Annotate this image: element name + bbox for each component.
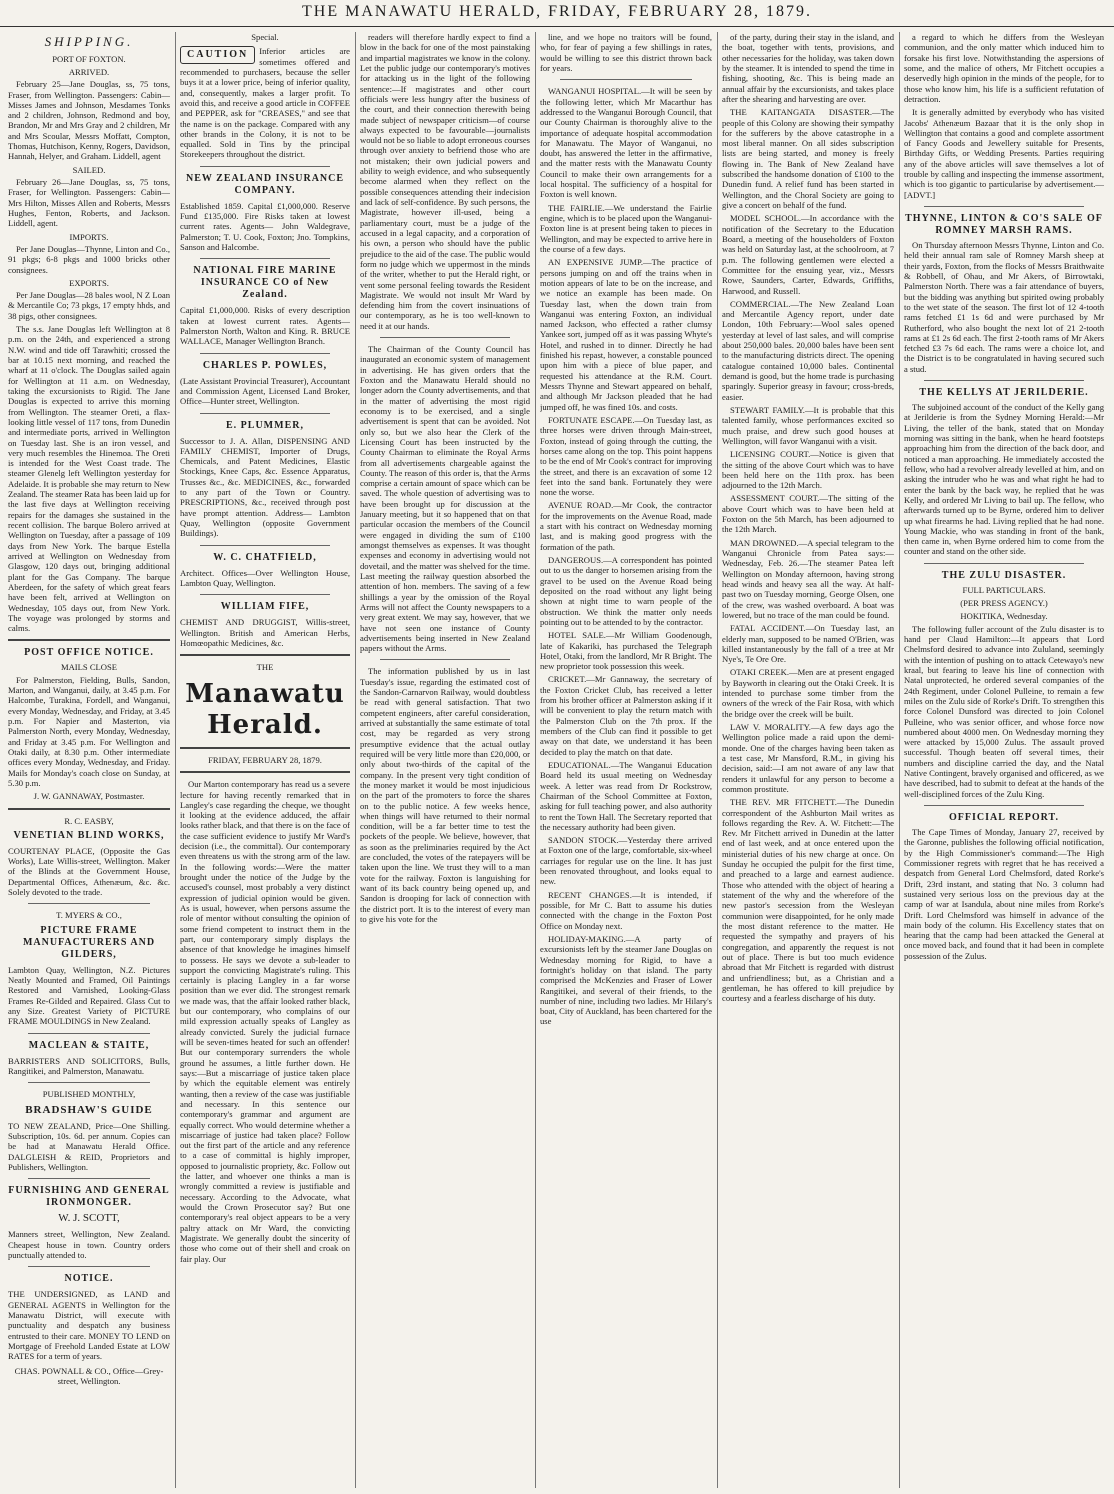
bradshaw-ad: TO NEW ZEALAND, Price—One Shilling. Subscription, 10s. 6d. per annum. Copies can be had at Manawatu Herald Office. DALGLEISH & REID, Proprietors and Publishers, Wellington. xyxy=(8,1120,170,1172)
paper-nameplate: Manawatu Herald. xyxy=(185,678,345,740)
zulu-subheading: FULL PARTICULARS. xyxy=(962,584,1046,595)
divider xyxy=(28,1178,150,1179)
model-school-item: MODEL SCHOOL.—In accordance with the notification of the Secretary to the Education Board, a meeting of the householders of Foxton was held on Saturday last, at the schoolroom, at 7 p.m. The following gentlemen were elected a Committee for the ensuing year, viz., Messrs Rowe, Saunders, Carter, Edwards, Griffiths, Harwood, and Russell. xyxy=(722,213,894,296)
notice-heading: NOTICE. xyxy=(64,1273,114,1285)
caution-label: CAUTION xyxy=(180,46,255,64)
divider xyxy=(180,771,350,773)
divider xyxy=(200,413,330,414)
divider xyxy=(28,1266,150,1267)
divider xyxy=(380,659,510,660)
paper-date: FRIDAY, FEBRUARY 28, 1879. xyxy=(208,754,322,765)
easby-ad: COURTENAY PLACE, (Opposite the Gas Works), Late Willis-street, Wellington. Maker of the Blinds at the Government House, Departmental Offices, Athenæum, &c. &c. Solely devoted to the trade. xyxy=(8,845,170,898)
holiday-item: HOLIDAY-MAKING.—A party of excursionists left by the steamer Jane Douglas on Wednesday morning for Rigid, to have a fortnight's holiday on that island. The party comprised the McKenzies and Fraser of Lower Rangitikei, and several of their friends, to the number of nine, including two ladies. Mr Hilary's boat, City of Auckland, has been chartered for the use xyxy=(540,933,712,1027)
easby-name: R. C. EASBY, xyxy=(64,815,114,826)
column-rule xyxy=(175,32,176,1488)
zulu-dateline: HOKITIKA, Wednesday. xyxy=(960,611,1048,622)
scott-name: W. J. SCOTT, xyxy=(58,1212,120,1225)
holiday-continued: of the party, during their stay in the island, and the boat, together with tents, provisions, and other necessaries for the holiday, was taken down by the steamer. It is intended to spend the time in fishing, shooting, &c. This is being made an annual affair by the excursionists, and takes place after the shearing and harvesting are over. xyxy=(722,32,894,104)
paper-the: THE xyxy=(256,662,274,673)
mails-text: For Palmerston, Fielding, Bulls, Sandon, Marton, and Wanganui, daily, at 3.45 p.m. For Halcombe, Turakina, Fordell, and Wanganui, every Monday, Wednesday, and Friday, at 3.45 p.m. For Napier and Masterton, via Palmerston North, every Monday, Wednesday, and Friday at 3.45 p.m. For Wellington and Otaki daily, at 8.30 p.m. Other intermediate offices every Monday, Wednesday, and Friday. Mails for Monday's coach close on Sunday, at 5.30 p.m. xyxy=(8,674,170,788)
column-rule xyxy=(535,32,536,1488)
plummer-heading: E. PLUMMER, xyxy=(226,419,304,431)
divider xyxy=(28,1033,150,1034)
notice-text: THE UNDERSIGNED, as LAND and GENERAL AGENTS in Wellington for the Manawatu District, will execute with punctuality and despatch any business entrusted to their care. MONEY TO LEND on Mortgage of Freehold Landed Estate at LOW RATES for a term of years. xyxy=(8,1289,170,1362)
divider xyxy=(8,639,170,641)
hospital-item: WANGANUI HOSPITAL.—It will be seen by the following letter, which Mr Macarthur has addressed to the Wanganui Borough Council, that our County Chairman is thoroughly alive to the importance of adequate hospital accommodation for Manawatu. The Mayor of Wanganui, no doubt, has answered the letter in the affirmative, and the matter rests with the Manawatu County Council to make their own arrangements for a local hospital. The sufficiency of a hospital for Foxton is well known. xyxy=(540,86,712,200)
divider xyxy=(200,353,330,354)
exports-text: Per Jane Douglas—28 bales wool, N Z Loan & Mercantile Co; 73 pkgs, 17 empty hhds, and 38 pigs, other consignees. xyxy=(8,290,170,321)
advertising-article: The Chairman of the County Council has inaugurated an economic system of management in advertising. He has given orders that the Foxton and the Manawatu Herald should no longer adorn the County advertisements, and that in the matter of advertising the most rigid economy is to be exercised, and a single advertisement is spent that can be avoided. Not only so, but we also hear the Clerk of the Licensing Court has been instructed by the County Chairman to eliminate the Royal Arms from all advertisements chargeable against the County. The reason of this order is, that the Arms comprise a certain amount of space which can be saved. The whole question of advertising was to have been brought up for discussion at the January meeting, but it so happened that on that particular occasion the members of the Council were engaged in dividing the sum of £100 amongst themselves as expenses. It was thought expenses and economy in advertising would not dovetail, and the matter was shelved for the time. Last meeting the railway question absorbed the attention of hon. members. The saving of a few shillings a year by the omission of the Royal Arms will not affect the County newspapers to a very great extent. We may say, however, that we have not seen one instance of County advertisements being inserted in New Zealand papers without the Arms. xyxy=(360,344,530,654)
divider xyxy=(28,1082,150,1083)
column-1 xyxy=(8,32,170,1488)
nz-insurance-ad: Established 1859. Capital £1,000,000. Reserve Fund £135,000. Fire Risks taken at lowest current rates. Agents— John Waldegrave, Palmerston; T. U. Cook, Foxton; Jno. Tompkins, Sanson and Halcombe. xyxy=(180,200,350,252)
national-insurance-ad: Capital £1,000,000. Risks of every description taken at lowest current rates. Agents— Palmerston North, Walton and King. R. BRUCE WALLACE, Manager Wellington Branch. xyxy=(180,305,350,347)
arrived-heading: ARRIVED. xyxy=(68,66,110,77)
official-report-text: The Cape Times of Monday, January 27, received by the Garonne, publishes the following official notification, by the High Commissioner's command:—The High Commissioner regrets with regret that he has received a despatch from General Lord Chelmsford, dated Rorke's Drift, 23rd instant, and stating that No. 3 column had sustained very serious loss on the previous day at the camp of war at Isandula, about nine miles from Rorke's Drift. Lord Chelmsford was himself in advance of the main body of the column. His Excellency states that on hearing that the camp had been attacked the General at once moved back, and found that it had been in complete possession of the Zulus. xyxy=(904,827,1104,961)
law-item: LAW V. MORALITY.—A few days ago the Wellington police made a raid upon the demi-monde. One of the charges having been taken as a test case, Mr Mansford, R.M., in giving his decision, said:—I am not aware of any law that renders it unlawful for any person to become a common prostitute. xyxy=(722,722,894,794)
zulu-heading: THE ZULU DISASTER. xyxy=(941,569,1067,581)
bazaar-ad: It is generally admitted by everybody who has visited Jacobs' Athenæum Bazaar that it is the only shop in Wellington that contains a good and complete assortment of Fancy Goods and Jewellery suitable for Presents, Birthday Gifts, or Wedding Presents. Parties requiring any of the above articles will save themselves a lot of trouble by calling and inspecting the immense assortment, which is too gigantic to particularise by advertisement.—[ADVT.] xyxy=(904,107,1104,200)
zulu-text: The following fuller account of the Zulu disaster is to hand per Claud Hamilton:—It appears that Lord Chelmsford desired to advance into Zululand, seemingly with the intention of pushing on to attack Cetewayo's new kraal, but fearing to leave his line of connection with Natal unprotected, he ordered several companies of the 24th Regiment, under Colonel Pulleine, to remain a few miles on the Zulu side of Rorke's Drift. To strengthen this force Colonel Dunsford was directed to join Colonel Pulleine, who was senior officer, and whose force now numbered about 4000 men. On Wednesday morning they were attacked by 15,000 Zulus. The assault proved successful. Though beaten off several times, their numbers and discipline carried the day, and the Natal Native Contingent, bravely organised and officered, as we have described, had to submit to defeat at the hands of the well-disciplined forces of the Zulu King. xyxy=(904,623,1104,799)
assessment-item: ASSESSMENT COURT.—The sitting of the above Court which was to have been held at Foxton on the 5th March, has been adjourned to the 12th March. xyxy=(722,493,894,535)
fife-ad: CHEMIST AND DRUGGIST, Willis-street, Wellington. British and American Herbs, Homœopathic Medicines, &c. xyxy=(180,617,350,648)
post-office-heading: POST OFFICE NOTICE. xyxy=(24,647,154,659)
sailed-text: February 26—Jane Douglas, ss, 75 tons, Fraser, for Wellington. Passengers: Cabin—Mrs Hilton, Misses Allen and Roberts, Messrs Hughes, Fenton, Roberts, and Jackson. Liddell, agent. xyxy=(8,177,170,229)
column-6 xyxy=(904,32,1104,1488)
divider xyxy=(200,166,330,167)
divider xyxy=(560,79,692,80)
kaitangata-item: THE KAITANGATA DISASTER.—The people of this Colony are showing their sympathy for the sufferers by the above catastrophe in a most liberal manner. On all sides subscription lists are being started, and money is freely flowing in. The Bank of New Zealand have subscribed the handsome donation of £100 to the Dunedin fund. A relief fund has been started in Wellington, and the Choral Society are going to give a concert on behalf of the fund. xyxy=(722,107,894,210)
column-4 xyxy=(540,32,712,1488)
divider xyxy=(924,206,1084,207)
educational-item: EDUCATIONAL.—The Wanganui Education Board held its usual meeting on Wednesday week. A letter was read from Dr Rockstrow, Chairman of the School Committee at Foxton, asking for full teaching power, and also authority to rent the Town Hall. The Secretary reported that the necessary authority had been given. xyxy=(540,759,712,832)
bradshaw-heading: BRADSHAW'S GUIDE xyxy=(25,1103,153,1116)
otaki-item: OTAKI CREEK.—Men are at present engaged by Bayworth in clearing out the Otaki Creek. It is intended to purchase some timber from the owners of the wreck of the Fair Rosa, with which the bridge over the creek will be built. xyxy=(722,667,894,719)
cricket-item: CRICKET.—Mr Gannaway, the secretary of the Foxton Cricket Club, has received a letter from his brother officer at Palmerston asking if it will be convenient to play the return match with the Palmerston Club on the 7th prox. If the members of the Club can find it possible to get away on that date, we understand it has been decided to play the match on that date. xyxy=(540,674,712,757)
special-heading: Special. xyxy=(251,32,279,42)
powles-ad: (Late Assistant Provincial Treasurer), Accountant and Commission Agent, Licensed Land Broker, Office—Hunter street, Wellington. xyxy=(180,375,350,407)
powles-heading: CHARLES P. POWLES, xyxy=(202,359,328,371)
fitchett-item: THE REV. MR FITCHETT.—The Dunedin correspondent of the Ashburton Mail writes as follows regarding the Rev. A. W. Fitchett:—The Rev. Mr Fitchett arrived in Dunedin at the latter end of last week, and at once entered upon the ministerial duties of his new charge at once. On Sunday he occupied the pulpit for the first time, and preached to a large and earnest audience. Those who attended with the object of hearing a statement of the why and the wherefore of the new pastor's secession from the Wesleyan communion were disappointed, for he only made the most distant reference to the matter. He requested the sympathy and prayers of his congregation, and apparently the request is not out of place. There is but too much evidence abroad that Mr Fitchett is regarded with distrust and unfriendliness; but, as a Christian and a gentleman, he has offered to kill prejudice by courtesy and a fearless discharge of his duty. xyxy=(722,797,894,1004)
fairlie-item: THE FAIRLIE.—We understand the Fairlie engine, which is to be placed upon the Wanganui-Foxton line is at present being taken to pieces in Wellington, and may be expected to arrive here in the course of a few days. xyxy=(540,202,712,254)
port-heading: PORT OF FOXTON. xyxy=(52,53,126,64)
drowned-item: MAN DROWNED.—A special telegram to the Wanganui Chronicle from Patea says:—Wednesday, Feb. 26.—The steamer Patea left Wellington on Monday afternoon, having strong head winds and heavy sea all the way. At half-past two on Tuesday morning, George Olsen, one of the crew, was washed overboard. A boat was lowered, but no trace of the man could be found. xyxy=(722,537,894,620)
fatal-item: FATAL ACCIDENT.—On Tuesday last, an elderly man, supposed to be named O'Brien, was killed instantaneously by the fall of a tree at Mr Nye's, Te Ore Ore. xyxy=(722,623,894,665)
avenue-item: AVENUE ROAD.—Mr Cook, the contractor for the improvements on the Avenue Road, made a start with his contract on Wednesday morning last, and is making good progress with the formation of the path. xyxy=(540,500,712,552)
imports-heading: IMPORTS. xyxy=(69,231,109,242)
divider xyxy=(200,258,330,259)
column-2 xyxy=(180,32,350,1488)
divider xyxy=(924,380,1084,381)
column-rule xyxy=(717,32,718,1488)
official-report-heading: OFFICIAL REPORT. xyxy=(949,812,1059,823)
sailed-heading: SAILED. xyxy=(72,164,106,175)
ram-sale-heading: THYNNE, LINTON & CO'S SALE OF ROMNEY MARSH RAMS. xyxy=(905,213,1103,236)
divider xyxy=(380,337,510,338)
nz-insurance-heading: NEW ZEALAND INSURANCE COMPANY. xyxy=(185,172,345,196)
myers-name: T. MYERS & CO., xyxy=(56,910,122,921)
divider xyxy=(200,594,330,595)
divider xyxy=(180,654,350,656)
divider xyxy=(924,805,1084,806)
scott-heading: FURNISHING AND GENERAL IRONMONGER. xyxy=(8,1185,170,1209)
sandon-item: SANDON STOCK.—Yesterday there arrived at Foxton one of the large, comfortable, six-wheel carriages for regular use on the line. It has just been renovated throughout, and looks equal to new. xyxy=(540,835,712,887)
dangerous-item: DANGEROUS.—A correspondent has pointed out to us the danger to horsemen arising from the gravel to be used on the Avenue Road being deposited on the road without any light being shown at night time to warn people of the obstruction. We think the matter only needs pointing out to be attended to by the contractor. xyxy=(540,555,712,627)
divider xyxy=(200,545,330,546)
commercial-item: COMMERCIAL.—The New Zealand Loan and Mercantile Agency report, under date London, 10th February:—Wool sales opened yesterday at level of last sales, and will comprise about 250,000 bales. 20,000 bales have been sent to the manufacturing districts direct. The opening catalogue contained 10,000 bales. Continental demand is good, but the home trade is purchasing sparingly. Superior greasy in favour; cross-breds, easier. xyxy=(722,298,894,402)
editorial-text: Our Marton contemporary has read us a severe lecture for having recently remarked that in Langley's case regarding the cheque, we thought it looking at the evidence adduced, the affair looks rather black, and that there is on the face of the case sufficient evidence to justify Mr Ward's decision (i.e., the committal). Our contemporary even threatens us with the strong arm of the law. In the following words:—Were the matter brought under the notice of the Judge by the accused's counsel, most probably a very distinct expression of judicial opinion would be given. As is usual, however, when persons assume the role of mentor without consulting the opinion of some friend competent to instruct them in the part, our contemporary simply displays the absence of that knowledge he imagines himself to possess. He says we devote a sub-leader to support the convicting Magistrate's ruling. This certainly is placing Langley in a far worse position than we ever did. The strongest remark we made was, that the affair looked rather black, but our contemporary, who complains of our mild expression actually speaks of Langley as already convicted. Surely the judicial furnace will be seven-times heated for such an offender! But our contemporary surrenders the whole ground he assumes, a little further down. He says:—But a miscarriage of justice taken place by which the equitable element was entirely wanting, then a review of the case was justifiable and necessary. In this sentence our contemporary's grammar and argument are equally correct. Who would determine whether a miscarriage of justice had taken place? Follow out the first part of the article and any reference to a case of committal is highly improper, opposed to journalistic propriety, &c. Follow out the latter, and whoever one thinks a man is wrongly committed a review is justifiable and necessary. According to the Advocate, what would the Crown Prosecutor say? But one contemporary's real object appears to be a very paltry attack on Mr Ward, the convicting Magistrate. We generally doubt the sincerity of those who come out of their shell and croak on fair play. Our xyxy=(180,779,350,1264)
maclean-heading: MACLEAN & STAITE, xyxy=(28,1039,150,1051)
chatfield-ad: Architect. Offices—Over Wellington House, Lambton Quay, Wellington. xyxy=(180,567,350,588)
jump-item: AN EXPENSIVE JUMP.—The practice of persons jumping on and off the trains when in motion appears of late to be on the increase, and we notice an example has been made. On Tuesday last, when the down train from Wanganui was entering Foxton, an individual named Jackson, who effected a rather clumsy Yankee sort, jumped off as it was passing Whyte's Hotel, and rushed in to dinner. Directly he had finished his repast, however, a constable pounced upon him with a piece of blue paper, and requested his attendance at the R.M. Court. Messrs Thynne and Stewart appeared on behalf, and although Mr Jackson pleaded that he had jumped off, he was fined 10s. and costs. xyxy=(540,257,712,412)
caution-text: Inferior articles are sometimes offered and recommended to purchasers, because the seller buys it at a lower price, being of inferior quality, and, consequently, makes a larger profit. To avoid this, and receive a good article in COFFEE and PEPPER, ask for "CREASES," and see that the name is on the package. Compared with any other brands in the Colony, it is not to be equalled. Sold in Tins by the principal Storekeepers throughout the district. xyxy=(180,46,350,160)
chatfield-heading: W. C. CHATFIELD, xyxy=(213,551,317,563)
myers-heading: PICTURE FRAME MANUFACTURERS AND GILDERS, xyxy=(22,924,156,960)
fife-heading: WILLIAM FIFE, xyxy=(220,601,310,613)
hotel-item: HOTEL SALE.—Mr William Goodenough, late of Kakariki, has purchased the Telegraph Hotel, Otaki, from the landlord, Mr R Bright. The new proprietor took possession this week. xyxy=(540,630,712,672)
myers-ad: Lambton Quay, Wellington, N.Z. Pictures Neatly Mounted and Framed, Oil Paintings Restored and Varnished, Looking-Glass Frames Re-Gilded and Repaired. Glass Cut to any Size. Greatest Variety of PICTURE FRAME MOULDINGS in New Zealand. xyxy=(8,964,170,1027)
fitchett-continued: a regard to which he differs from the Wesleyan communion, and the only matter which induced him to forsake his first love. Notwithstanding the aspersions of some, and the malice of others, Mr Fitchett occupies a deservedly high opinion in the minds of the people, for to those who know him, his life is a sufficient refutation of detraction. xyxy=(904,32,1104,104)
railway-article: The information published by us in last Tuesday's issue, regarding the estimated cost of the Sandon-Carnarvon Railway, would doubtless be read with general satisfaction. That two competent engineers, after careful consideration, arrived at substantially the same estimate of total cost, may be regarded as very strong presumptive evidence that the actual outlay required will be very little more than £20,000, or only about two-thirds of the capital of the company. In the present very tight condition of the money market it would be most injudicious on the part of the promoters to force the shares on to the public notice. A few weeks hence, when things will have returned to their normal condition, will be a far better time to test the pockets of the people. We believe, however, that as soon as the preliminaries required by the Act are concluded, the votes of the ratepayers will be taken upon the line. We trust they will to a man vote for the railway. Foxton is languishing for want of its back country being opened up, and Sandon is drooping for lack of connection with the district port. It is to the interest of every man to give his vote for the xyxy=(360,666,530,924)
easby-heading: VENETIAN BLIND WORKS, xyxy=(13,829,165,841)
notice-signature: CHAS. POWNALL & CO., Office—Grey-street, Wellington. xyxy=(14,1365,164,1386)
exports-heading: EXPORTS. xyxy=(69,277,109,288)
plummer-ad: Successor to J. A. Allan, DISPENSING AND FAMILY CHEMIST, Importer of Drugs, Chemicals, and Patent Medicines, Elastic Stockings, Knee Caps, &c. Essence Apparatus, Trusses &c., &c. MEDICINES, &c., forwarded to any part of the Town or Country. PRESCRIPTIONS, &c., received through post have prompt attention. Address— Lambton Quay, Wellington (opposite Government Buildings). xyxy=(180,435,350,539)
shipping-heading: SHIPPING. xyxy=(44,34,134,49)
divider xyxy=(28,903,150,904)
kelly-heading: THE KELLYS AT JERILDERIE. xyxy=(919,387,1089,399)
recent-changes-item: RECENT CHANGES.—It is intended, if possible, for Mr C. Batt to assume his duties connected with the change in the Foxton Post Office on Monday next. xyxy=(540,889,712,931)
kelly-text: The subjoined account of the conduct of the Kelly gang at Jerilderie is from the Sydney Morning Herald:—Mr Living, the teller of the bank, stated that on Monday morning was sitting in the bank, when he heard footsteps approaching him from the direction of the back door, and noticed a man approaching. He immediately accosted the fellow, who had a revolver already levelled at him, and on asking the intruder who he was and what right he had to enter the bank by the back way, he replied that he was Kelly, and ordered Mr Living to bail up. The fellow, who afterwards turned up to be Byrne, ordered him to deliver up what firearms he had. Living replied that he had none. Young Mackie, who was standing in front of the bank, then came in, when Byrne ordered him to come from the counter and stand on the other side. xyxy=(904,402,1104,557)
column-rule xyxy=(899,32,900,1488)
national-insurance-heading: NATIONAL FIRE MARINE INSURANCE CO of New Zealand. xyxy=(193,265,337,301)
divider xyxy=(180,747,350,749)
shipping-news: The s.s. Jane Douglas left Wellington at 8 p.m. on the 24th, and experienced a strong N.W. wind and tide off Tarawhiti; crossed the bar at 10.15 next morning, and reached the wharf at 11 o'clock. The Douglas sailed again for Wellington at 11 a.m. on Wednesday, taking the excursionists to Rigid. The Jane Douglas is expected to arrive this morning from Wellington. The steamer Oreti, a flax-looking little vessel of 117 tons, from Dunedin and intermediate ports, arrived in Wellington on Tuesday last. She is an iron vessel, and very much resembles the Hinemoa. The Oreti is intended for the West Coast trade. The steamer Glenelg left Wellington yesterday for Adelaide. It is probable she may return to New Zealand. The steamer Rata has been laid up for the last five days at Wellington receiving repairs for the damages she sustained in the recent collision. The barque Bolero arrived at Wellington on Tuesday, after a passage of 109 days from New York. The barque Estella arrived at Wellington on Wednesday from Glasgow, 120 days out, bringing additional plant for the Gas Company. The barque Aberdeen, for the safety of which great fears have been felt, arrived at Wellington on Wednesday, 105 days out, from New York. The voyage was prolonged by storms and calms. xyxy=(8,324,170,634)
column-5 xyxy=(722,32,894,1488)
column-rule xyxy=(355,32,356,1488)
postmaster-signature: J. W. GANNAWAY, Postmaster. xyxy=(33,791,145,802)
arrived-text: February 25—Jane Douglas, ss, 75 tons, Fraser, from Wellington. Passengers: Cabin—Misses James and Johnson, Mesdames Tonks and 2 children, Johnson, Redmond and boy, Brandon, Mr and Mrs Gray and 2 children, Mr and Mrs Scoular, Messrs Moffatt, Compton, Thomas, Hutchison, Kenny, Rogers, Davidson, Hannah, Helyer, and Graham. Liddell, agent xyxy=(8,79,170,162)
imports-text: Per Jane Douglas—Thynne, Linton and Co., 91 pkgs; 6-8 pkgs and 1000 bricks other consignees. xyxy=(8,243,170,275)
ram-sale-text: On Thursday afternoon Messrs Thynne, Linton and Co. held their annual ram sale of Romney Marsh sheep at their yards, Foxton, from the flocks of Messrs Braithwaite & Robbell, of Ohau, and Mr Akers, of Birrowtaki, Palmerston North. There was a fair attendance of buyers, but the bidding was anything but spirited owing probably to the wet state of the season. The first lot of 12 4-tooth rams fetched £1 1s 6d and were purchased by Mr Rutherford, who also bought the next lot of 21 2-tooth rams at £1 2s 6d each. The first 2-tooth rams of Mr Akers fetched £3 7s 6d each. The rams were a choice lot, and the District is to be congratulated in having secured such a stud. xyxy=(904,240,1104,374)
escape-item: FORTUNATE ESCAPE.—On Tuesday last, as three horses were driven through Main-street, Foxton, instead of going through the cutting, the horses came along on the top. This point happens to be the end of Mr Cook's contract for improving the street, and there is an excavation of some 12 feet into the sand bank. Fortunately they were none the worse. xyxy=(540,414,712,498)
editorial-continued: readers will therefore hardly expect to find a blow in the back for one of the most painstaking and impartial magistrates we know in the colony. Let the public judge our contemporary's motives for attacking us in the light of the following sentence:—If magistrates and other court officials were less hungry after the business of the court, and their connection therewith being made subject of newspaper criticism—of course always expected to be favourable—journalists would not be so liable to adopt erroneous courses through over anxiety to befriend those who are not mistaken; their own judicial powers and ability to weigh evidence, and who subsequently become alarmed when they reflect on the possible consequences attending their indecision and lack of self-confidence. By such persons, the Magistrate, however ill-used, being a parliamentary court, must be a judge of the accused in a legal capacity, and a corporation of his own, a person who should have the public prejudice to the aid of the case. The public would form no judge which we uppermost in the minds of the writer, whether to put the Herald right, or vent some personal feeling towards the Resident Magistrate. We would not insult Mr Ward by defending him from the covert insinuations of our contemporary, as he is too well-known to need it at our hands. xyxy=(360,32,530,331)
mails-heading: MAILS CLOSE xyxy=(60,662,118,673)
bradshaw-pre: PUBLISHED MONTHLY, xyxy=(42,1089,136,1100)
stewart-item: STEWART FAMILY.—It is probable that this talented family, whose performances excited so much praise, and drew such good houses at Wellington, will favor Wanganui with a visit. xyxy=(722,404,894,446)
column-3 xyxy=(360,32,530,1488)
divider xyxy=(8,808,170,810)
caution-ad xyxy=(180,46,350,159)
zulu-source: (PER PRESS AGENCY.) xyxy=(960,598,1048,609)
licensing-item: LICENSING COURT.—Notice is given that the sitting of the above Court which was to have been held here on the 11th prox. has been adjourned to the 12th March. xyxy=(722,449,894,491)
divider xyxy=(924,563,1084,564)
railway-continued: line, and we hope no traitors will be found, who, for fear of paying a few shillings in rates, would be willing to see this district thrown back for years. xyxy=(540,32,712,73)
newspaper-masthead-title: THE MANAWATU HERALD, FRIDAY, FEBRUARY 28, 1879. xyxy=(302,3,812,20)
scott-ad: Manners street, Wellington, New Zealand. Cheapest house in town. Country orders punctually attended to. xyxy=(8,1229,170,1261)
masthead xyxy=(0,0,1114,27)
maclean-ad: BARRISTERS AND SOLICITORS, Bulls, Rangitikei, and Palmerston, Manawatu. xyxy=(8,1055,170,1076)
